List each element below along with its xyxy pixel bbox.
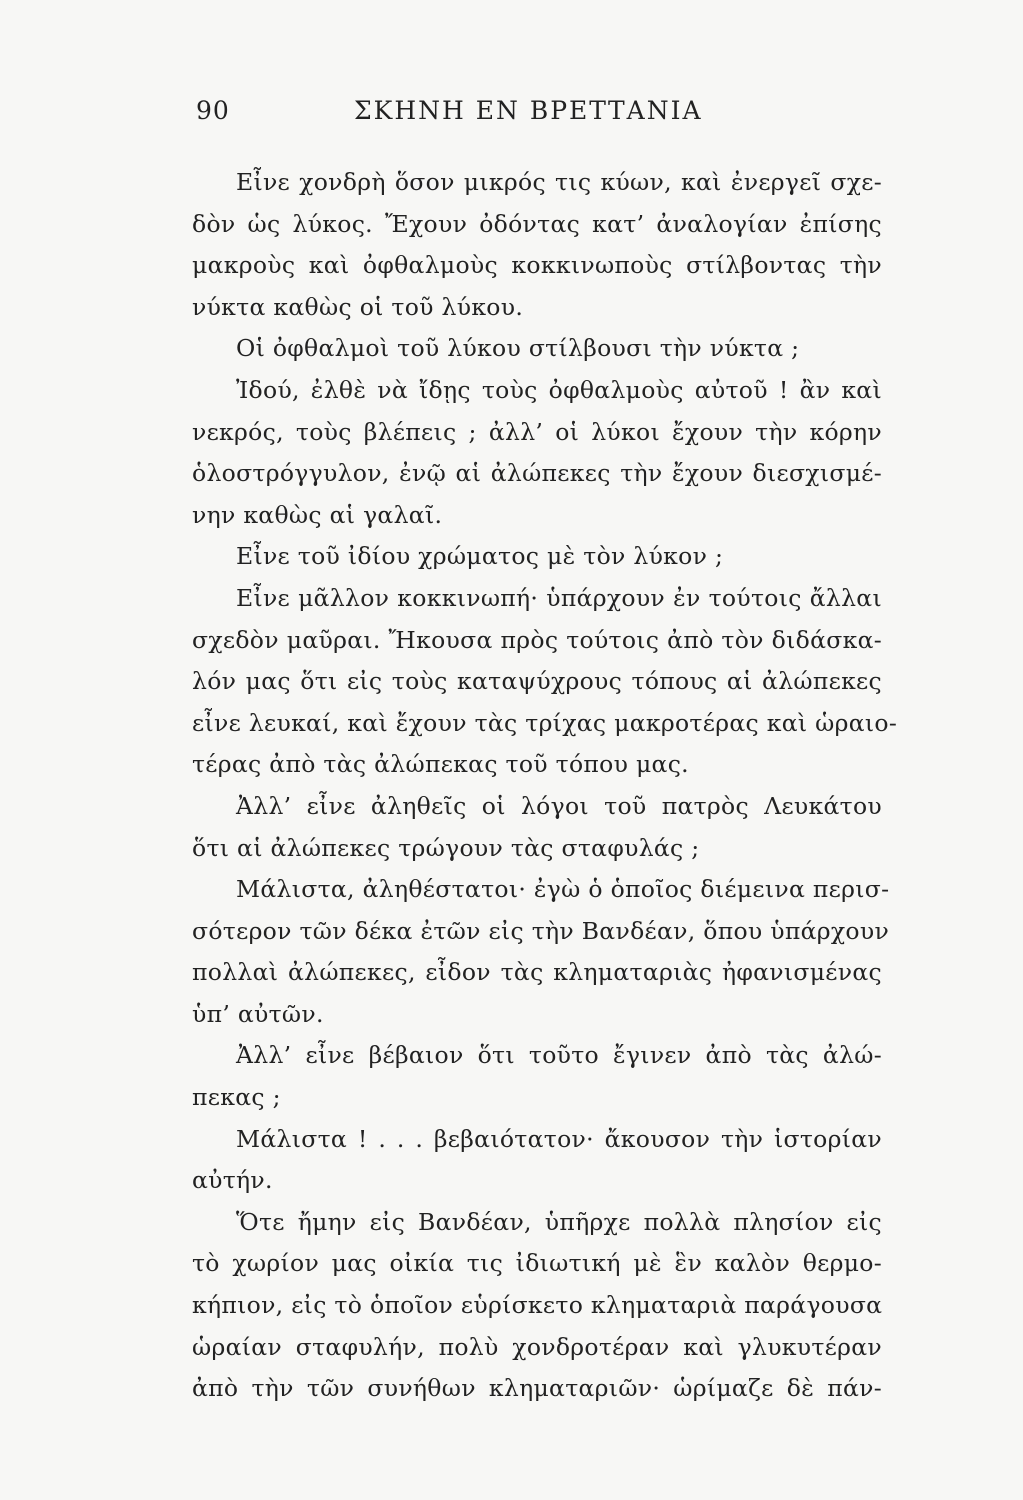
text-line: Εἶνε τοῦ ἰδίου χρώματος μὲ τὸν λύκον ; [236, 542, 724, 571]
text-line: ὡραίαν σταφυλήν, πολὺ χονδροτέραν καὶ γλυκυτέραν [192, 1332, 882, 1361]
text-line: σχεδὸν μαῦραι. Ἤκουσα πρὸς τούτοις ἀπὸ τὸν διδάσκα- [192, 625, 882, 654]
text-line: Μάλιστα ! . . . βεβαιότατον· ἄκουσον τὴν ἱστορίαν [236, 1124, 882, 1153]
page-header [196, 96, 886, 140]
text-line: ὁλοστρόγγυλον, ἐνῷ αἱ ἀλώπεκες τὴν ἔχουν διεσχισμέ- [192, 459, 882, 488]
text-line: Μάλιστα, ἀληθέστατοι· ἐγὼ ὁ ὁποῖος διέμεινα περισ- [236, 875, 890, 904]
text-line: Εἶνε χονδρὴ ὅσον μικρός τις κύων, καὶ ἐνεργεῖ σχε- [236, 168, 882, 196]
text-line: ὅτι αἱ ἀλώπεκες τρώγουν τὰς σταφυλάς ; [192, 833, 700, 862]
text-line: ἀπὸ τὴν τῶν συνήθων κληματαριῶν· ὡρίμαζε δὲ πάν- [192, 1374, 882, 1403]
text-line: κήπιον, εἰς τὸ ὁποῖον εὑρίσκετο κληματαριὰ παράγουσα [192, 1291, 883, 1320]
text-line: Εἶνε μᾶλλον κοκκινωπή· ὑπάρχουν ἐν τούτοις ἄλλαι [236, 583, 882, 612]
text-line: νύκτα καθὼς οἱ τοῦ λύκου. [192, 292, 524, 321]
text-line: πολλαὶ ἀλώπεκες, εἶδον τὰς κληματαριὰς ἠφανισμένας [192, 958, 882, 987]
text-line: νεκρός, τοὺς βλέπεις ; ἀλλ’ οἱ λύκοι ἔχουν τὴν κόρην [192, 417, 882, 446]
text-line: τὸ χωρίον μας οἰκία τις ἰδιωτική μὲ ἓν καλὸν θερμο- [192, 1249, 882, 1278]
running-title: ΣΚΗΝΗ ΕΝ ΒΡΕΤΤΑΝΙΑ [354, 96, 703, 125]
text-line: εἶνε λευκαί, καὶ ἔχουν τὰς τρίχας μακροτέρας καὶ ὡραιο- [192, 708, 898, 737]
text-line: Ἀλλ’ εἶνε βέβαιον ὅτι τοῦτο ἔγινεν ἀπὸ τὰς ἀλώ- [236, 1041, 882, 1070]
page-number: 90 [196, 96, 230, 125]
text-line: αὐτήν. [192, 1166, 273, 1195]
text-line: σότερον τῶν δέκα ἐτῶν εἰς τὴν Βανδέαν, ὅπου ὑπάρχουν [192, 916, 890, 945]
text-line: πεκας ; [192, 1083, 281, 1112]
text-line: μακροὺς καὶ ὀφθαλμοὺς κοκκινωποὺς στίλβοντας τὴν [192, 251, 882, 280]
text-line: Ὅτε ἤμην εἰς Βανδέαν, ὑπῆρχε πολλὰ πλησίον εἰς [236, 1207, 882, 1236]
text-line: Ἀλλ’ εἶνε ἀληθεῖς οἱ λόγοι τοῦ πατρὸς Λευκάτου [236, 791, 882, 820]
text-line: τέρας ἀπὸ τὰς ἀλώπεκας τοῦ τόπου μας. [192, 750, 689, 779]
text-line: λόν μας ὅτι εἰς τοὺς καταψύχρους τόπους αἱ ἀλώπεκες [192, 667, 882, 696]
text-line: Ἰδού, ἐλθὲ νὰ ἴδῃς τοὺς ὀφθαλμοὺς αὐτοῦ ! ἂν καὶ [236, 375, 882, 404]
text-line: δὸν ὡς λύκος. Ἔχουν ὀδόντας κατ’ ἀναλογίαν ἐπίσης [192, 209, 882, 238]
body-text [192, 162, 898, 1410]
text-line: ὑπ’ αὐτῶν. [192, 999, 324, 1028]
text-line: Οἱ ὀφθαλμοὶ τοῦ λύκου στίλβουσι τὴν νύκτα ; [236, 334, 800, 363]
text-line: νην καθὼς αἱ γαλαῖ. [192, 500, 443, 529]
